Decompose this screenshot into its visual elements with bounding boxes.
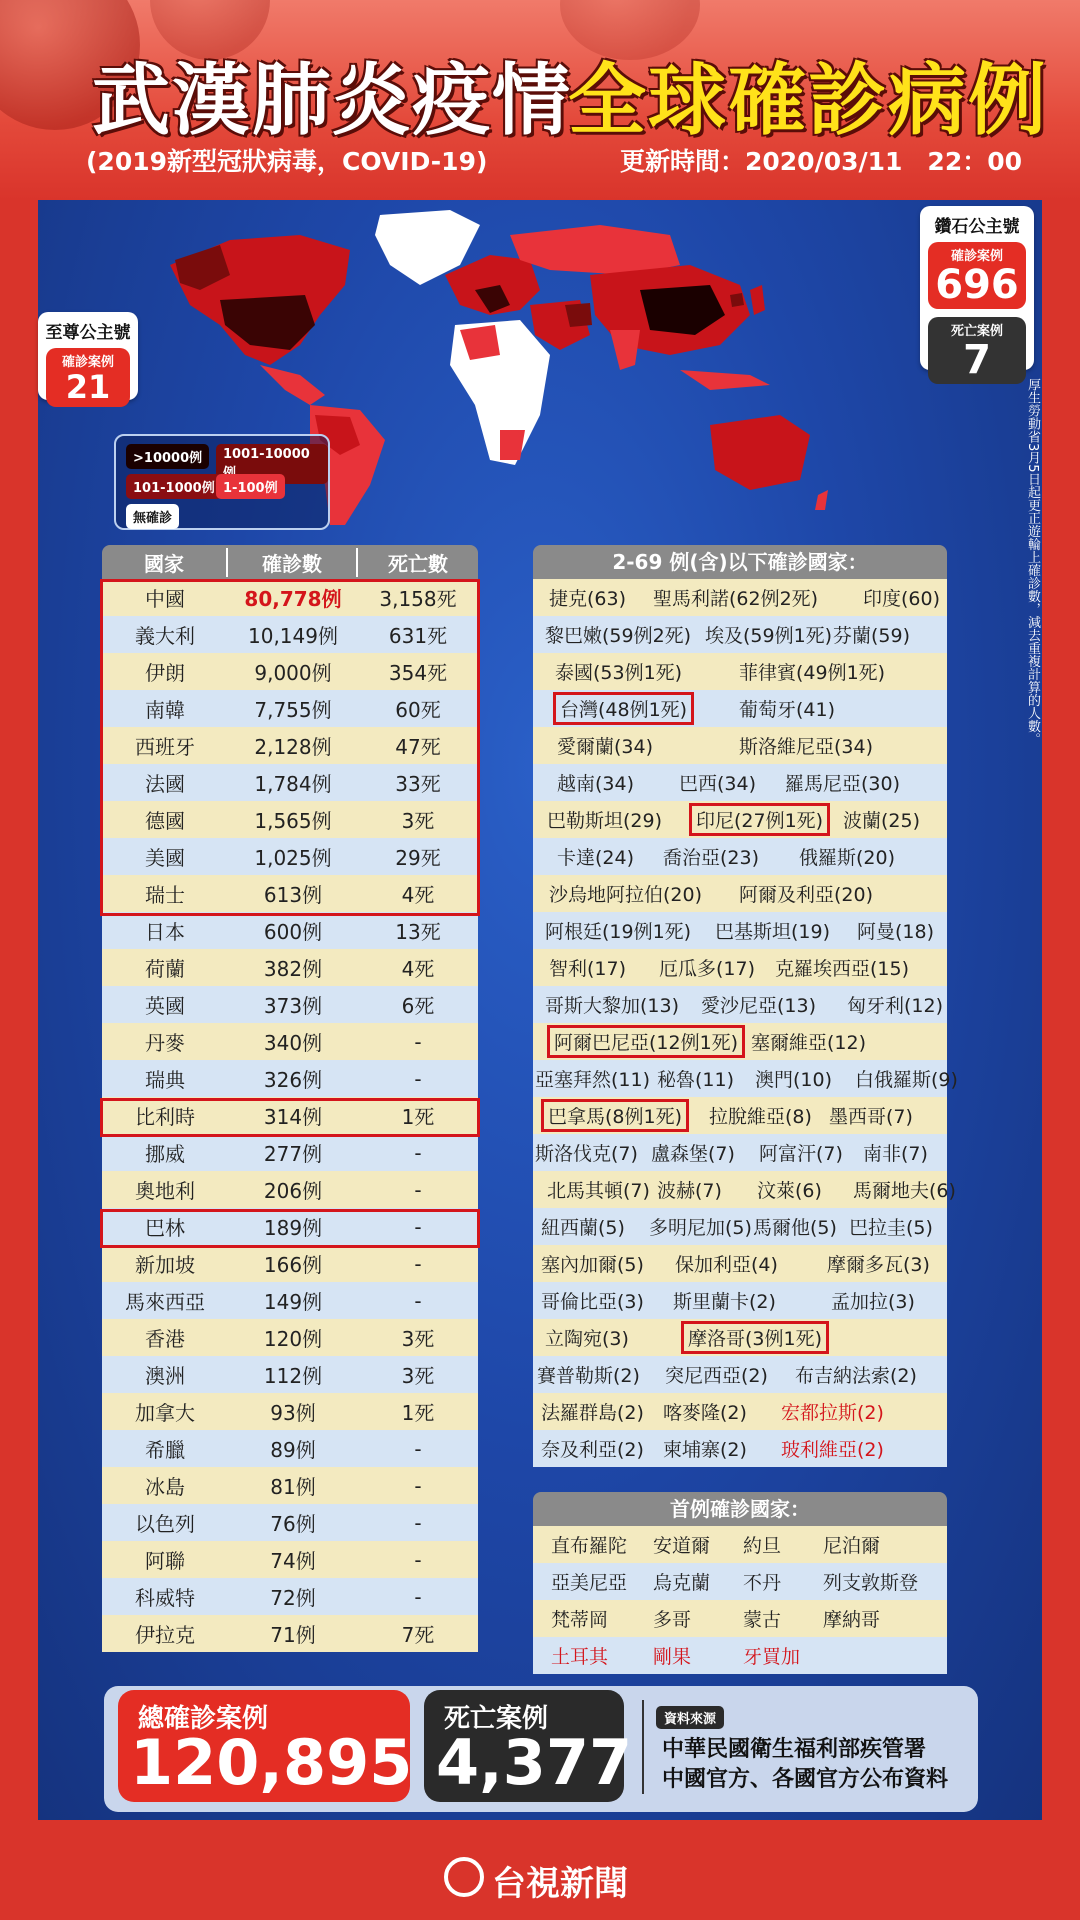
country-entry: 奈及利亞(2) xyxy=(541,1439,644,1461)
deaths-cell: 13死 xyxy=(395,920,441,944)
country-cell: 中國 xyxy=(145,587,185,611)
list-row xyxy=(533,616,947,653)
deaths-cell: 4死 xyxy=(401,883,435,907)
list-row xyxy=(533,1282,947,1319)
russia-shape xyxy=(510,225,680,275)
deaths-cell: 3,158死 xyxy=(379,587,457,611)
first-case-country: 列支敦斯登 xyxy=(823,1572,919,1594)
country-entry: 墨西哥(7) xyxy=(829,1106,913,1128)
new-zealand-shape xyxy=(815,490,828,510)
deaths-cell: 1死 xyxy=(401,1105,435,1129)
deaths-cell: 354死 xyxy=(388,661,448,685)
deaths-cell: - xyxy=(414,1473,422,1498)
country-entry: 黎巴嫩(59例2死) xyxy=(545,625,692,647)
first-case-country: 尼泊爾 xyxy=(823,1535,881,1557)
legend-1001-10000: 1001-10000 xyxy=(216,444,328,484)
confirmed-cell: 89例 xyxy=(270,1438,316,1462)
highlighted-country-entry: 印尼(27例1死) xyxy=(689,803,830,836)
highlighted-country-entry: 阿爾巴尼亞(12例1死) xyxy=(547,1025,745,1058)
table-row xyxy=(102,727,478,764)
source-line-1: 中華民國衛生福利部疾管署 xyxy=(662,1737,927,1762)
list-row xyxy=(533,1563,947,1600)
highlighted-country-entry: 巴拿馬(8例1死) xyxy=(541,1099,689,1132)
country-entry: 匈牙利(12) xyxy=(847,995,944,1017)
confirmed-cell: 1,025例 xyxy=(254,846,332,870)
table-row xyxy=(102,1245,478,1282)
map-legend xyxy=(114,434,330,530)
confirmed-cell: 74例 xyxy=(270,1549,316,1573)
country-entry: 阿富汗(7) xyxy=(759,1143,843,1165)
total-deaths-count: 4,377 xyxy=(436,1726,633,1799)
first-case-country: 亞美尼亞 xyxy=(551,1572,628,1594)
confirmed-cell: 72例 xyxy=(270,1586,316,1610)
first-case-country: 蒙古 xyxy=(743,1609,782,1631)
country-cell: 挪威 xyxy=(145,1142,185,1166)
country-entry: 拉脫維亞(8) xyxy=(709,1106,812,1128)
table-row xyxy=(102,801,478,838)
country-cell: 南韓 xyxy=(145,698,185,722)
table-row xyxy=(102,616,478,653)
country-entry: 賽普勒斯(2) xyxy=(537,1365,640,1387)
diamond-deaths-count: 7 xyxy=(963,337,991,383)
table-row xyxy=(102,986,478,1023)
list-row xyxy=(533,1393,947,1430)
table-row xyxy=(102,1467,478,1504)
header-confirmed: 確診數 xyxy=(228,548,358,577)
country-entry: 紐西蘭(5) xyxy=(541,1217,625,1239)
table-row xyxy=(102,1060,478,1097)
subtitle: (2019新型冠狀病毒，COVID-19) xyxy=(86,147,488,176)
country-cell: 阿聯 xyxy=(145,1549,185,1573)
country-entry: 厄瓜多(17) xyxy=(659,958,756,980)
south-africa-shape xyxy=(500,430,525,460)
confirmed-cell: 1,784例 xyxy=(254,772,332,796)
list-row xyxy=(533,764,947,801)
deaths-cell: - xyxy=(414,1510,422,1535)
list-row xyxy=(533,653,947,690)
country-cell: 德國 xyxy=(145,809,185,833)
first-case-country: 安道爾 xyxy=(653,1535,711,1557)
confirmed-cell: 112例 xyxy=(263,1364,323,1388)
deaths-cell: 47死 xyxy=(395,735,441,759)
country-entry: 塞爾維亞(12) xyxy=(751,1032,867,1054)
list-row xyxy=(533,949,947,986)
country-cell: 瑞士 xyxy=(145,883,185,907)
table-row xyxy=(102,1541,478,1578)
country-cell: 義大利 xyxy=(135,624,195,648)
confirmed-cell: 81例 xyxy=(270,1475,316,1499)
first-case-country: 土耳其 xyxy=(551,1646,609,1668)
total-deaths-box xyxy=(424,1690,633,1802)
country-entry: 智利(17) xyxy=(549,958,627,980)
list-row xyxy=(533,690,947,727)
correction-note: 厚生勞動省3月5日起更正遊輪上確診數，減去重複計算的人數。 xyxy=(1025,378,1040,746)
confirmed-cell: 7,755例 xyxy=(254,698,332,722)
country-entry: 南非(7) xyxy=(863,1143,928,1165)
country-cell: 巴林 xyxy=(145,1216,185,1240)
confirmed-cell: 382例 xyxy=(263,957,323,981)
deaths-cell: - xyxy=(414,1251,422,1276)
total-confirmed-box xyxy=(118,1690,413,1802)
grand-princess-name: 至尊公主號 xyxy=(45,323,131,343)
table-row xyxy=(102,1504,478,1541)
confirmed-cell: 80,778例 xyxy=(244,587,342,611)
legend-101-1000: 101-1000例 xyxy=(126,474,222,499)
first-case-country: 烏克蘭 xyxy=(653,1572,711,1594)
list-row xyxy=(533,1134,947,1171)
list-row xyxy=(533,838,947,875)
table-row xyxy=(102,949,478,986)
diamond-confirmed-count: 696 xyxy=(935,262,1019,308)
country-table-header xyxy=(102,545,478,579)
country-cell: 丹麥 xyxy=(145,1031,185,1055)
diamond-confirmed-pill xyxy=(928,242,1026,309)
first-case-country: 直布羅陀 xyxy=(551,1535,628,1557)
country-entry: 葡萄牙(41) xyxy=(739,699,836,721)
country-cell: 科威特 xyxy=(135,1586,195,1610)
grand-confirmed-count: 21 xyxy=(65,368,111,406)
deaths-cell: - xyxy=(414,1584,422,1609)
list-row xyxy=(533,1637,947,1674)
list-row xyxy=(533,1023,947,1060)
country-entry: 愛沙尼亞(13) xyxy=(701,995,817,1017)
deaths-cell: 60死 xyxy=(395,698,441,722)
japan-shape xyxy=(750,285,765,315)
korea-shape xyxy=(730,293,744,307)
country-entry: 突尼西亞(2) xyxy=(665,1365,768,1387)
confirmed-cell: 277例 xyxy=(263,1142,323,1166)
country-entry: 玻利維亞(2) xyxy=(781,1439,884,1461)
deaths-cell: - xyxy=(414,1436,422,1461)
country-entry: 宏都拉斯(2) xyxy=(781,1402,884,1424)
grand-princess-box xyxy=(38,312,138,406)
country-entry: 埃及(59例1死) xyxy=(705,625,833,647)
country-entry: 哥倫比亞(3) xyxy=(541,1291,644,1313)
deaths-cell: 33死 xyxy=(395,772,441,796)
confirmed-cell: 76例 xyxy=(270,1512,316,1536)
table-row xyxy=(102,579,478,616)
deaths-cell: 631死 xyxy=(388,624,448,648)
confirmed-cell: 600例 xyxy=(263,920,323,944)
country-entry: 法羅群島(2) xyxy=(541,1402,644,1424)
deaths-cell: 3死 xyxy=(401,809,435,833)
first-case-country: 約旦 xyxy=(743,1535,782,1557)
australia-shape xyxy=(710,415,810,490)
country-entry: 克羅埃西亞(15) xyxy=(775,958,910,980)
country-entry: 阿根廷(19例1死) xyxy=(545,921,692,943)
list-row xyxy=(533,1208,947,1245)
table-row xyxy=(102,690,478,727)
table-row xyxy=(102,1356,478,1393)
country-entry: 亞塞拜然(11) xyxy=(535,1069,651,1091)
deaths-cell: - xyxy=(414,1140,422,1165)
list-row xyxy=(533,579,947,616)
list-row xyxy=(533,1430,947,1467)
source-line-2: 中國官方、各國官方公布資料 xyxy=(662,1767,949,1792)
country-cell: 冰島 xyxy=(145,1475,185,1499)
title-right: 全球確診病例 xyxy=(568,56,1049,146)
list-row xyxy=(533,986,947,1023)
country-entry: 布吉納法索(2) xyxy=(795,1365,917,1387)
country-entry: 多明尼加(5) xyxy=(649,1217,752,1239)
table-row xyxy=(102,1171,478,1208)
country-entry: 沙烏地阿拉伯(20) xyxy=(549,884,703,906)
table-row xyxy=(102,1023,478,1060)
confirmed-cell: 149例 xyxy=(263,1290,323,1314)
confirmed-cell: 189例 xyxy=(263,1216,323,1240)
country-cell: 荷蘭 xyxy=(145,957,185,981)
confirmed-cell: 93例 xyxy=(270,1401,316,1425)
header-country: 國家 xyxy=(102,548,228,577)
country-entry: 北馬其頓(7) xyxy=(547,1180,650,1202)
list-row xyxy=(533,912,947,949)
country-entry: 斯洛維尼亞(34) xyxy=(739,736,874,758)
first-case-country: 摩納哥 xyxy=(823,1609,881,1631)
total-confirmed-count: 120,895 xyxy=(130,1726,413,1799)
list-row xyxy=(533,1245,947,1282)
india-shape xyxy=(610,330,640,370)
confirmed-cell: 2,128例 xyxy=(254,735,332,759)
country-entry: 巴勒斯坦(29) xyxy=(547,810,663,832)
confirmed-cell: 1,565例 xyxy=(254,809,332,833)
ttv-logo-icon xyxy=(444,1857,484,1897)
first-case-country: 不丹 xyxy=(743,1572,782,1594)
list-row xyxy=(533,1600,947,1637)
confirmed-cell: 9,000例 xyxy=(254,661,332,685)
confirmed-cell: 613例 xyxy=(263,883,323,907)
country-entry: 盧森堡(7) xyxy=(651,1143,735,1165)
country-cell: 馬來西亞 xyxy=(125,1290,205,1314)
table-row xyxy=(102,875,478,912)
country-cell: 伊朗 xyxy=(145,661,185,685)
table-row xyxy=(102,1319,478,1356)
country-cell: 希臘 xyxy=(145,1438,185,1462)
country-entry: 印度(60) xyxy=(863,588,941,610)
deaths-cell: 7死 xyxy=(401,1623,435,1647)
deaths-cell: 6死 xyxy=(401,994,435,1018)
country-cell: 澳洲 xyxy=(145,1364,185,1388)
table-row xyxy=(102,838,478,875)
list-row xyxy=(533,1319,947,1356)
country-cell: 西班牙 xyxy=(135,735,195,759)
source-tag: 資料來源 xyxy=(656,1706,724,1729)
list-row xyxy=(533,1526,947,1563)
update-time: 更新時間：2020/03/11 22：00 xyxy=(620,147,1023,176)
country-entry: 哥斯大黎加(13) xyxy=(545,995,680,1017)
country-entry: 喀麥隆(2) xyxy=(663,1402,747,1424)
title-left: 武漢肺炎疫情 xyxy=(92,56,573,146)
country-entry: 馬爾他(5) xyxy=(753,1217,837,1239)
table-row xyxy=(102,1134,478,1171)
diamond-princess-name: 鑽石公主號 xyxy=(934,217,1020,237)
country-entry: 白俄羅斯(9) xyxy=(855,1069,958,1091)
table-row xyxy=(102,764,478,801)
country-entry: 柬埔寨(2) xyxy=(663,1439,747,1461)
confirmed-cell: 314例 xyxy=(263,1105,323,1129)
country-cell: 英國 xyxy=(145,994,185,1018)
confirmed-cell: 206例 xyxy=(263,1179,323,1203)
country-cell: 以色列 xyxy=(135,1512,195,1536)
country-entry: 阿爾及利亞(20) xyxy=(739,884,874,906)
list-row xyxy=(533,1097,947,1134)
small-countries-body xyxy=(533,579,958,1467)
country-entry: 巴拉圭(5) xyxy=(849,1217,933,1239)
small-countries-table xyxy=(533,545,958,1467)
total-confirmed-label: 總確診案例 xyxy=(138,1704,269,1734)
table-row xyxy=(102,1282,478,1319)
diamond-deaths-pill xyxy=(928,317,1026,384)
list-row xyxy=(533,801,947,838)
table-row xyxy=(102,653,478,690)
confirmed-cell: 340例 xyxy=(263,1031,323,1055)
country-cell: 香港 xyxy=(145,1327,185,1351)
diamond-deaths-label: 死亡案例 xyxy=(950,324,1003,339)
country-cell: 伊拉克 xyxy=(135,1623,195,1647)
country-entry: 捷克(63) xyxy=(549,588,627,610)
table-row xyxy=(102,1578,478,1615)
country-cell: 奧地利 xyxy=(135,1179,195,1203)
first-case-country: 剛果 xyxy=(653,1646,692,1668)
country-entry: 塞內加爾(5) xyxy=(541,1254,644,1276)
country-entry: 泰國(53例1死) xyxy=(555,662,683,684)
first-case-body xyxy=(533,1526,947,1674)
country-cell: 比利時 xyxy=(135,1105,195,1129)
header-deaths: 死亡數 xyxy=(388,551,448,576)
country-entry: 摩爾多瓦(3) xyxy=(827,1254,930,1276)
country-table xyxy=(102,545,478,1652)
deaths-cell: - xyxy=(414,1177,422,1202)
country-cell: 美國 xyxy=(145,846,185,870)
country-table-body xyxy=(102,579,478,1652)
deaths-cell: - xyxy=(414,1288,422,1313)
country-entry: 斯里蘭卡(2) xyxy=(673,1291,776,1313)
table-row xyxy=(102,912,478,949)
grand-confirmed-label: 確診案例 xyxy=(61,355,114,370)
country-entry: 俄羅斯(20) xyxy=(799,847,896,869)
confirmed-cell: 373例 xyxy=(263,994,323,1018)
country-cell: 加拿大 xyxy=(135,1401,195,1425)
deaths-cell: 29死 xyxy=(395,846,441,870)
deaths-cell: - xyxy=(414,1066,422,1091)
confirmed-cell: 166例 xyxy=(263,1253,323,1277)
country-entry: 聖馬利諾(62例2死) xyxy=(653,588,819,610)
list-row xyxy=(533,1060,958,1097)
ttv-logo-text: 台視新聞 xyxy=(492,1864,628,1904)
grand-confirmed-pill xyxy=(46,348,130,407)
confirmed-cell: 71例 xyxy=(270,1623,316,1647)
southeast-asia-shape xyxy=(680,370,770,390)
country-entry: 阿曼(18) xyxy=(857,921,935,943)
country-cell: 日本 xyxy=(145,920,185,944)
deaths-cell: - xyxy=(414,1214,422,1239)
country-entry: 汶萊(6) xyxy=(757,1180,822,1202)
highlighted-country-entry: 摩洛哥(3例1死) xyxy=(681,1321,829,1354)
country-cell: 瑞典 xyxy=(145,1068,185,1092)
country-entry: 巴西(34) xyxy=(679,773,757,795)
country-entry: 馬爾地夫(6) xyxy=(853,1180,956,1202)
legend-none: 無確診 xyxy=(126,504,179,529)
country-entry: 保加利亞(4) xyxy=(675,1254,778,1276)
country-entry: 波赫(7) xyxy=(657,1180,722,1202)
table-row xyxy=(102,1615,478,1652)
confirmed-cell: 120例 xyxy=(263,1327,323,1351)
confirmed-cell: 326例 xyxy=(263,1068,323,1092)
list-row xyxy=(533,727,947,764)
country-entry: 斯洛伐克(7) xyxy=(535,1143,638,1165)
country-entry: 巴基斯坦(19) xyxy=(715,921,831,943)
deaths-cell: - xyxy=(414,1547,422,1572)
central-america-shape xyxy=(260,365,325,405)
first-case-country: 梵蒂岡 xyxy=(551,1609,609,1631)
country-entry: 卡達(24) xyxy=(557,847,635,869)
country-entry: 羅馬尼亞(30) xyxy=(785,773,901,795)
first-case-header: 首例確診國家： xyxy=(533,1492,947,1526)
deaths-cell: 4死 xyxy=(401,957,435,981)
small-countries-header: 2-69 例(含)以下確診國家： xyxy=(533,545,947,579)
country-entry: 澳門(10) xyxy=(755,1069,833,1091)
legend-1-100: 1-100例 xyxy=(216,474,285,499)
first-case-country: 多哥 xyxy=(653,1609,692,1631)
diamond-confirmed-label: 確診案例 xyxy=(950,249,1003,264)
source-divider xyxy=(642,1700,644,1794)
deaths-cell: 3死 xyxy=(401,1327,435,1351)
total-deaths-label: 死亡案例 xyxy=(444,1704,549,1734)
table-row xyxy=(102,1430,478,1467)
country-entry: 波蘭(25) xyxy=(843,810,921,832)
list-row xyxy=(533,1356,947,1393)
country-cell: 法國 xyxy=(145,772,185,796)
country-entry: 孟加拉(3) xyxy=(831,1291,915,1313)
first-case-table xyxy=(533,1492,947,1674)
table-row xyxy=(102,1393,478,1430)
first-case-country: 牙買加 xyxy=(743,1646,801,1668)
legend-over-10000: >10000例 xyxy=(126,444,209,469)
highlighted-country-entry: 台灣(48例1死) xyxy=(553,692,694,725)
country-entry: 菲律賓(49例1死) xyxy=(739,662,886,684)
table-row xyxy=(102,1208,478,1245)
country-entry: 秘魯(11) xyxy=(657,1069,735,1091)
country-entry: 芬蘭(59) xyxy=(833,625,911,647)
list-row xyxy=(533,875,947,912)
country-entry: 喬治亞(23) xyxy=(663,847,760,869)
country-cell: 新加坡 xyxy=(135,1253,195,1277)
country-entry: 越南(34) xyxy=(557,773,635,795)
list-row xyxy=(533,1171,956,1208)
country-entry: 愛爾蘭(34) xyxy=(557,736,654,758)
diamond-princess-box xyxy=(920,206,1034,383)
deaths-cell: 1死 xyxy=(401,1401,435,1425)
deaths-cell: 3死 xyxy=(401,1364,435,1388)
country-entry: 立陶宛(3) xyxy=(545,1328,629,1350)
confirmed-cell: 10,149例 xyxy=(248,624,338,648)
deaths-cell: - xyxy=(414,1029,422,1054)
table-row xyxy=(102,1097,478,1134)
